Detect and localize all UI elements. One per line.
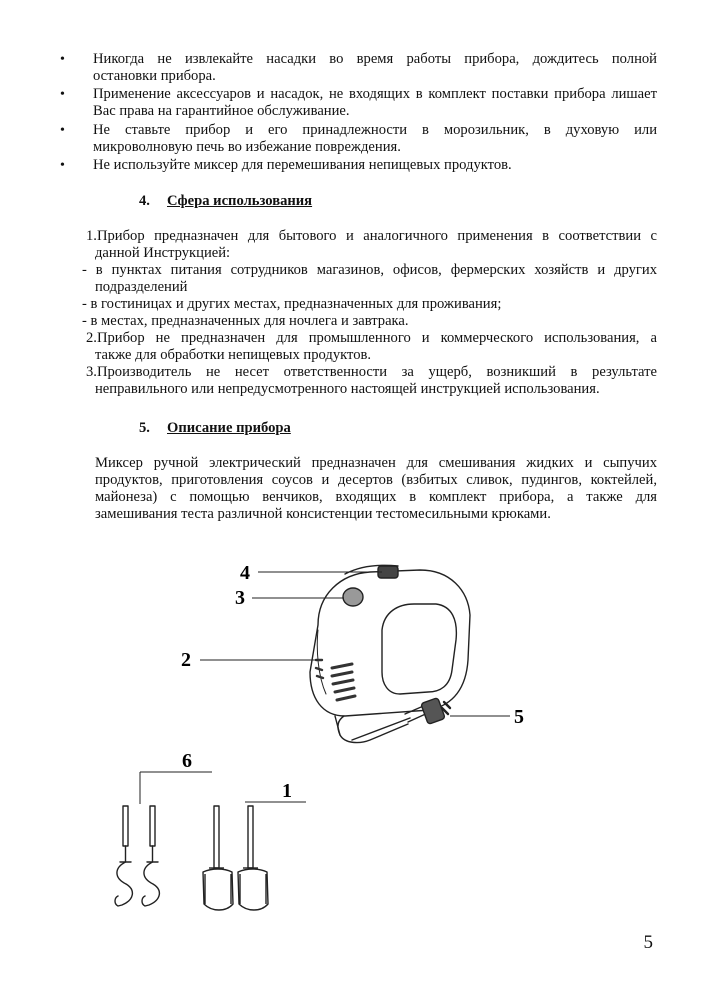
section-title: Описание прибора — [167, 420, 291, 436]
bullet-line: микроволновую печь во избежание повреждения. — [93, 139, 401, 155]
section-number: 5. — [139, 420, 150, 436]
eject-button — [343, 588, 363, 606]
body-line: неправильного или непредусмотренного настоящей инструкцией использования. — [95, 381, 600, 397]
beaters — [203, 806, 268, 910]
bullet-item — [93, 86, 657, 120]
callout-number-5: 5 — [514, 706, 524, 728]
callout-number-4: 4 — [240, 562, 250, 584]
callout-number-2: 2 — [181, 649, 191, 671]
body-line: замешивания теста различной консистенции тестомесильными крюками. — [95, 506, 551, 522]
body-line: майонеза) с помощью венчиков, входящих в комплект прибора, а также для — [95, 489, 657, 505]
section-5-body — [95, 455, 657, 523]
bullet-line: Применение аксессуаров и насадок, не входящих в комплект поставки прибора лишает — [93, 86, 657, 102]
bullet-mark: • — [60, 123, 65, 138]
section-title: Сфера использования — [167, 193, 313, 209]
vent-slots — [332, 664, 355, 700]
section-4-body — [82, 228, 657, 398]
bullet-mark: • — [60, 87, 65, 102]
body-line: продуктов, приготовления соусов и десертов (взбитых сливок, пудингов, коктейлей, — [95, 472, 657, 488]
callout-bracket-6 — [140, 772, 212, 804]
bullet-line: Никогда не извлекайте насадки во время работы прибора, дождитесь полной — [93, 51, 657, 67]
cord-plug — [421, 698, 445, 725]
body-line: подразделений — [95, 279, 188, 295]
mixer-stand — [335, 716, 410, 743]
bullet-item — [93, 51, 657, 85]
page-number: 5 — [643, 932, 653, 953]
section-number: 4. — [139, 193, 150, 209]
body-line: данной Инструкцией: — [95, 245, 231, 261]
bullet-line: Не используйте миксер для перемешивания непищевых продуктов. — [93, 157, 512, 173]
bullet-mark: • — [60, 158, 65, 173]
body-line: 3.Производитель не несет ответственности за ущерб, возникший в результате — [86, 364, 657, 380]
body-line: - в пунктах питания сотрудников магазинов, офисов, фермерских хозяйств и других — [82, 262, 657, 278]
body-line: - в гостиницах и других местах, предназначенных для проживания; — [82, 296, 502, 312]
body-line: Миксер ручной электрический предназначен для смешивания жидких и сыпучих — [95, 455, 657, 471]
bullet-mark: • — [60, 52, 65, 67]
body-line: 2.Прибор не предназначен для промышленного и коммерческого использования, а — [86, 330, 657, 346]
bullet-line: Вас права на гарантийное обслуживание. — [93, 103, 350, 119]
mixer-handle-opening — [382, 604, 456, 694]
bullet-item — [93, 122, 657, 156]
callout-number-1: 1 — [282, 780, 292, 802]
bullet-line: остановки прибора. — [93, 68, 216, 84]
callout-number-6: 6 — [182, 750, 192, 772]
mixer-diagram — [0, 550, 705, 930]
body-line: - в местах, предназначенных для ночлега и завтрака. — [82, 313, 409, 329]
body-line: 1.Прибор предназначен для бытового и аналогичного применения в соответствии с — [86, 228, 657, 244]
bullet-item — [93, 157, 657, 174]
dough-hooks — [115, 806, 159, 906]
mixer-body — [310, 570, 470, 716]
body-line: также для обработки непищевых продуктов. — [95, 347, 372, 363]
bullet-line: Не ставьте прибор и его принадлежности в морозильник, в духовую или — [93, 122, 657, 138]
callout-number-3: 3 — [235, 587, 245, 609]
